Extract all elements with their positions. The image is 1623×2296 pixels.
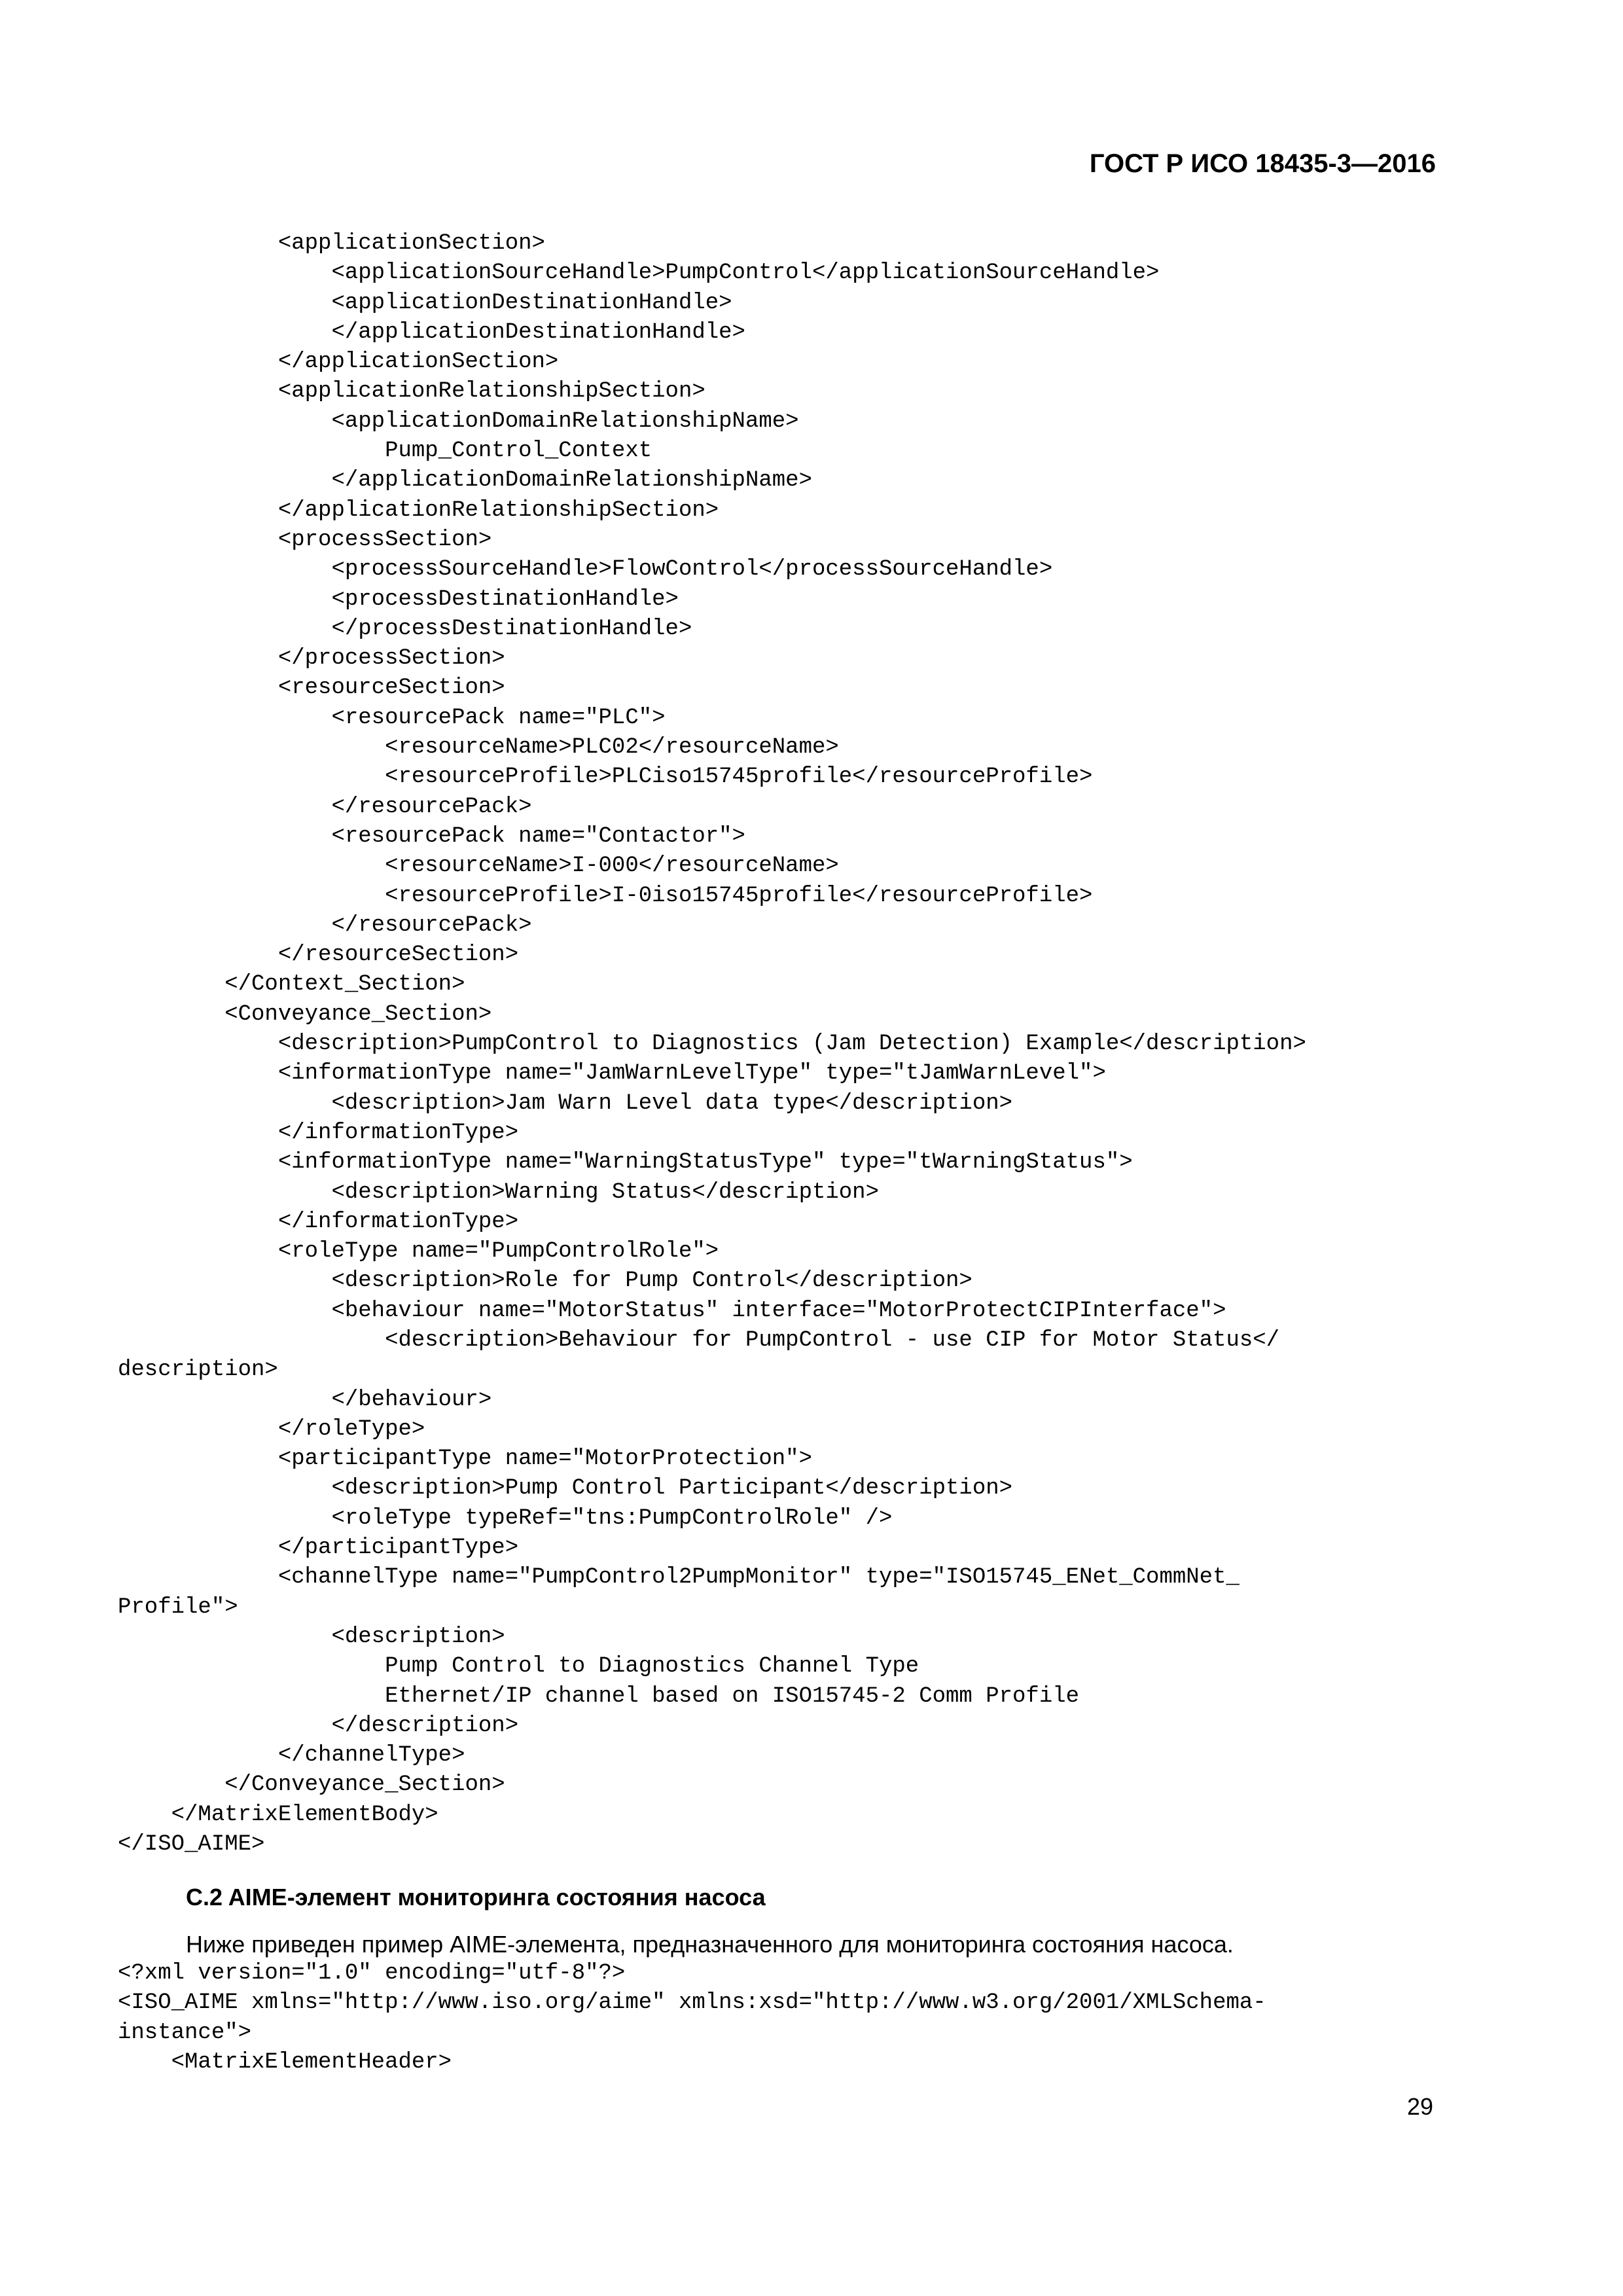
code-line: <roleType name="PumpControlRole"> xyxy=(118,1239,719,1265)
code-line: </applicationSection> xyxy=(118,350,559,375)
code-line: </processSection> xyxy=(118,646,505,672)
code-line: </MatrixElementBody> xyxy=(118,1802,438,1827)
code-line: <behaviour name="MotorStatus" interface="MotorProtectCIPInterface"> xyxy=(118,1298,1226,1323)
code-line: <description>Warning Status</description> xyxy=(118,1179,879,1205)
code-line: </informationType> xyxy=(118,1120,519,1145)
section-heading: C.2 AIME-элемент мониторинга состояния насоса xyxy=(186,1884,766,1910)
code-line: <applicationRelationshipSection> xyxy=(118,379,705,404)
code-line: </participantType> xyxy=(118,1535,519,1561)
page-number: 29 xyxy=(1406,2093,1433,2120)
code-line: Pump Control to Diagnostics Channel Type xyxy=(118,1654,919,1679)
code-line: </behaviour> xyxy=(118,1387,492,1412)
code-line: <Conveyance_Section> xyxy=(118,1001,492,1027)
code-line: <resourcePack name="PLC"> xyxy=(118,705,666,730)
code-line: </Conveyance_Section> xyxy=(118,1772,505,1798)
code-line: <resourceSection> xyxy=(118,675,505,701)
code-line: <resourceProfile>PLCiso15745profile</resourceProfile> xyxy=(118,764,1093,790)
code-line: <ISO_AIME xmlns="http://www.iso.org/aime" xmlns:xsd="http://www.w3.org/2001/XMLSchema- xyxy=(118,1990,1266,2016)
code-line: </resourcePack> xyxy=(118,794,532,819)
code-line: </informationType> xyxy=(118,1209,519,1234)
code-line: </description> xyxy=(118,1713,519,1738)
code-line: </resourceSection> xyxy=(118,942,519,968)
code-line: </applicationDomainRelationshipName> xyxy=(118,468,812,493)
code-line: <applicationSourceHandle>PumpControl</applicationSourceHandle> xyxy=(118,260,1160,286)
code-line: <description>Role for Pump Control</description> xyxy=(118,1268,972,1294)
section-intro-paragraph: Ниже приведен пример AIME-элемента, предназначенного для мониторинга состояния насоса. xyxy=(186,1931,1234,1958)
code-line: <applicationDestinationHandle> xyxy=(118,290,732,315)
code-line: description> xyxy=(118,1357,278,1383)
code-line: <processSection> xyxy=(118,527,492,552)
code-line: <processDestinationHandle> xyxy=(118,586,679,612)
code-line: </processDestinationHandle> xyxy=(118,616,692,641)
code-line: </Context_Section> xyxy=(118,972,465,997)
code-line: <resourceName>PLC02</resourceName> xyxy=(118,735,839,761)
code-line: </resourcePack> xyxy=(118,912,532,938)
code-line: <channelType name="PumpControl2PumpMonitor" type="ISO15745_ENet_CommNet_ xyxy=(118,1565,1240,1590)
code-line: </ISO_AIME> xyxy=(118,1832,265,1857)
code-line: Pump_Control_Context xyxy=(118,439,652,464)
document-header-title: ГОСТ Р ИСО 18435-3—2016 xyxy=(1089,149,1436,178)
code-line: <description>PumpControl to Diagnostics (Jam Detection) Example</description> xyxy=(118,1031,1306,1057)
code-line: <informationType name="JamWarnLevelType" type="tJamWarnLevel"> xyxy=(118,1061,1106,1086)
code-line: <resourceProfile>I-0iso15745profile</resourceProfile> xyxy=(118,883,1093,908)
code-line: <applicationDomainRelationshipName> xyxy=(118,408,799,434)
code-line: <processSourceHandle>FlowControl</processSourceHandle> xyxy=(118,557,1053,583)
code-line: instance"> xyxy=(118,2020,252,2045)
xml-code-block-2 xyxy=(118,1959,1266,2077)
code-line: <resourcePack name="Contactor"> xyxy=(118,823,745,849)
code-line: </applicationRelationshipSection> xyxy=(118,497,719,523)
code-line: Profile"> xyxy=(118,1594,238,1620)
code-line: </applicationDestinationHandle> xyxy=(118,319,745,345)
code-line: <roleType typeRef="tns:PumpControlRole" /> xyxy=(118,1505,893,1531)
code-line: Ethernet/IP channel based on ISO15745-2 Comm Profile xyxy=(118,1683,1080,1709)
code-line: <informationType name="WarningStatusType" type="tWarningStatus"> xyxy=(118,1150,1133,1175)
code-line: </channelType> xyxy=(118,1743,465,1768)
code-line: <description>Behaviour for PumpControl - use CIP for Motor Status</ xyxy=(118,1327,1280,1353)
code-line: <?xml version="1.0" encoding="utf-8"?> xyxy=(118,1961,626,1986)
xml-code-block xyxy=(118,229,1306,1859)
code-line: <description>Jam Warn Level data type</description> xyxy=(118,1090,1013,1116)
code-line: <resourceName>I-000</resourceName> xyxy=(118,853,839,879)
code-line: <description> xyxy=(118,1624,505,1649)
code-line: <applicationSection> xyxy=(118,231,545,256)
code-line: <description>Pump Control Participant</description> xyxy=(118,1476,1013,1501)
code-line: <MatrixElementHeader> xyxy=(118,2049,452,2075)
code-line: </roleType> xyxy=(118,1416,425,1442)
code-line: <participantType name="MotorProtection"> xyxy=(118,1446,812,1472)
